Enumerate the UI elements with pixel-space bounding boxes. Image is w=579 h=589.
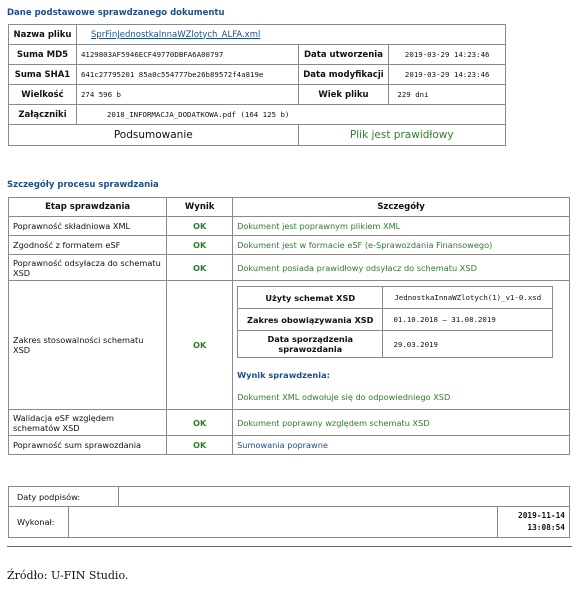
table-row: [9, 217, 570, 236]
modified-value: 2019-03-29 14:23:46: [389, 65, 506, 85]
details-cell: Dokument jest poprawnym plikiem XML: [233, 217, 570, 236]
result-cell: OK: [167, 255, 233, 281]
section-title-basic: Dane podstawowe sprawdzanego dokumentu: [7, 8, 225, 18]
xsd-result-text: Dokument XML odwołuje się do odpowiedniego XSD: [237, 392, 451, 402]
xsd-range-value: 01.10.2018 – 31.08.2019: [383, 309, 553, 331]
details-cell: Dokument poprawny względem schematu XSD: [233, 410, 570, 436]
source-note: Źródło: U-FIN Studio.: [7, 569, 129, 582]
timestamp: [498, 507, 570, 538]
age-value: 229 dni: [389, 85, 506, 105]
summary-label: Podsumowanie: [9, 125, 299, 146]
xsd-range-label: Zakres obowiązywania XSD: [238, 309, 383, 331]
header-stage: Etap sprawdzania: [9, 198, 167, 217]
footer-table: [8, 486, 570, 538]
xsd-details-cell: [233, 281, 570, 410]
file-name-link[interactable]: SprFinJednostkaInnaWZlotych_ALFA.xml: [90, 29, 261, 40]
xsd-table: [237, 286, 553, 358]
stage-cell: Zakres stosowalności schematu XSD: [9, 281, 167, 410]
size-value: 274 596 b: [76, 85, 298, 105]
process-table: [8, 197, 570, 455]
result-cell: OK: [167, 436, 233, 455]
performed-label: Wykonał:: [9, 507, 69, 538]
size-label: Wielkość: [9, 85, 77, 105]
sha1-value: 641c27795201 85a0c554777be26b89572f4a819e: [76, 65, 298, 85]
table-row: [9, 236, 570, 255]
table-row: [9, 436, 570, 455]
performed-value: [68, 507, 497, 538]
stage-cell: Zgodność z formatem eSF: [9, 236, 167, 255]
attachments-value[interactable]: 2018_INFORMACJA_DODATKOWA.pdf (164 125 b): [76, 105, 505, 125]
age-label: Wiek pliku: [298, 85, 389, 105]
details-cell: Dokument jest w formacie eSF (e-Sprawozdania Finansowego): [233, 236, 570, 255]
file-name-label: Nazwa pliku: [9, 25, 77, 45]
stage-cell: Poprawność sum sprawozdania: [9, 436, 167, 455]
result-cell: OK: [167, 217, 233, 236]
summary-value: Plik jest prawidłowy: [298, 125, 505, 146]
xsd-result-title: Wynik sprawdzenia:: [237, 370, 330, 380]
section-title-process: Szczegóły procesu sprawdzania: [7, 180, 159, 190]
sha1-label: Suma SHA1: [9, 65, 77, 85]
basic-info-table: [8, 24, 506, 146]
header-result: Wynik: [167, 198, 233, 217]
result-cell: OK: [167, 236, 233, 255]
divider: [7, 546, 572, 547]
timestamp-time: 13:08:54: [527, 523, 565, 532]
stage-cell: Poprawność odsyłacza do schematu XSD: [9, 255, 167, 281]
attachments-label: Załączniki: [9, 105, 77, 125]
signatures-value: [118, 487, 569, 507]
timestamp-date: 2019-11-14: [518, 511, 565, 520]
header-details: Szczegóły: [233, 198, 570, 217]
md5-label: Suma MD5: [9, 45, 77, 65]
created-label: Data utworzenia: [298, 45, 389, 65]
xsd-schema-value: JednostkaInnaWZlotych(1)_v1-0.xsd: [383, 287, 553, 309]
xsd-date-label: Data sporządzenia sprawozdania: [238, 331, 383, 358]
result-cell: OK: [167, 410, 233, 436]
modified-label: Data modyfikacji: [298, 65, 389, 85]
md5-value: 4129803AF5946ECF49770DBFA6A00797: [76, 45, 298, 65]
details-cell: Sumowania poprawne: [233, 436, 570, 455]
stage-cell: Poprawność składniowa XML: [9, 217, 167, 236]
xsd-date-value: 29.03.2019: [383, 331, 553, 358]
table-row: [9, 255, 570, 281]
result-cell: OK: [167, 281, 233, 410]
details-cell: Dokument posiada prawidłowy odsyłacz do schematu XSD: [233, 255, 570, 281]
stage-cell: Walidacja eSF względem schematów XSD: [9, 410, 167, 436]
created-value: 2019-03-29 14:23:46: [389, 45, 506, 65]
signatures-label: Daty podpisów:: [9, 487, 119, 507]
table-row: [9, 410, 570, 436]
table-row: [9, 281, 570, 410]
xsd-schema-label: Użyty schemat XSD: [238, 287, 383, 309]
